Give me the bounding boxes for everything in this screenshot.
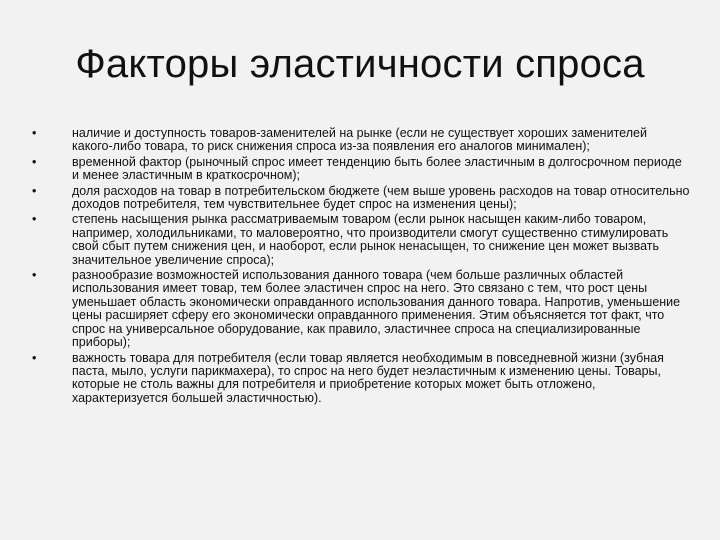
bullet-item-1 [30,127,690,154]
bullet-text: доля расходов на товар в потребительском бюджете (чем выше уровень расходов на товар относительно доходов потребителя, тем чувствительнее будет спрос на изменения цены); [72,183,690,212]
bullet-icon: • [32,212,37,227]
bullet-icon: • [32,183,37,198]
bullet-item-3 [30,185,690,212]
bullet-text: временной фактор (рыночный спрос имеет тенденцию быть более эластичным в долгосрочном периоде и менее эластичным в краткосрочном); [72,154,682,183]
bullet-list [30,127,690,407]
bullet-item-4 [30,213,690,267]
bullet-icon: • [32,268,37,283]
bullet-icon: • [32,154,37,169]
bullet-item-5 [30,269,690,349]
bullet-item-6 [30,352,690,406]
bullet-text: наличие и доступность товаров-заменителей на рынке (если не существует хороших заменителей какого-либо товара, то риск снижения спроса из-за появления его аналогов минимален); [72,126,647,154]
bullet-text: разнообразие возможностей использования данного товара (чем больше различных областей использования имеет товар, тем более эластичен спрос на него. Это связано с тем, что рост цены уменьшает область экономически оправданного использования данного товара. Напротив, уменьшение цены расширяет сферу его экономически оправданного применения. Этим объясняется тот факт, что спрос на универсальное оборудование, как правило, эластичнее спроса на специализированные приборы); [72,268,681,350]
slide-title: Факторы эластичности спроса [75,42,645,86]
bullet-item-2 [30,156,690,183]
bullet-text: степень насыщения рынка рассматриваемым товаром (если рынок насыщен каким-либо товаром, например, холодильниками, то маловероятно, что производители смогут существенно стимулировать свой сбыт путем снижения цен, и наоборот, если рынок ненасыщен, то снижение цен может вызвать значительное увеличение спроса); [72,212,669,267]
bullet-icon: • [32,350,37,365]
bullet-icon: • [32,126,37,140]
bullet-text: важность товара для потребителя (если товар является необходимым в повседневной жизни (зубная паста, мыло, услуги парикмахера), то спрос на него будет неэластичным к изменению цены. Товары, которые не столь важны для потребителя и приобретение которых может быть отложено, характеризуется большей эластичностью). [72,350,664,405]
